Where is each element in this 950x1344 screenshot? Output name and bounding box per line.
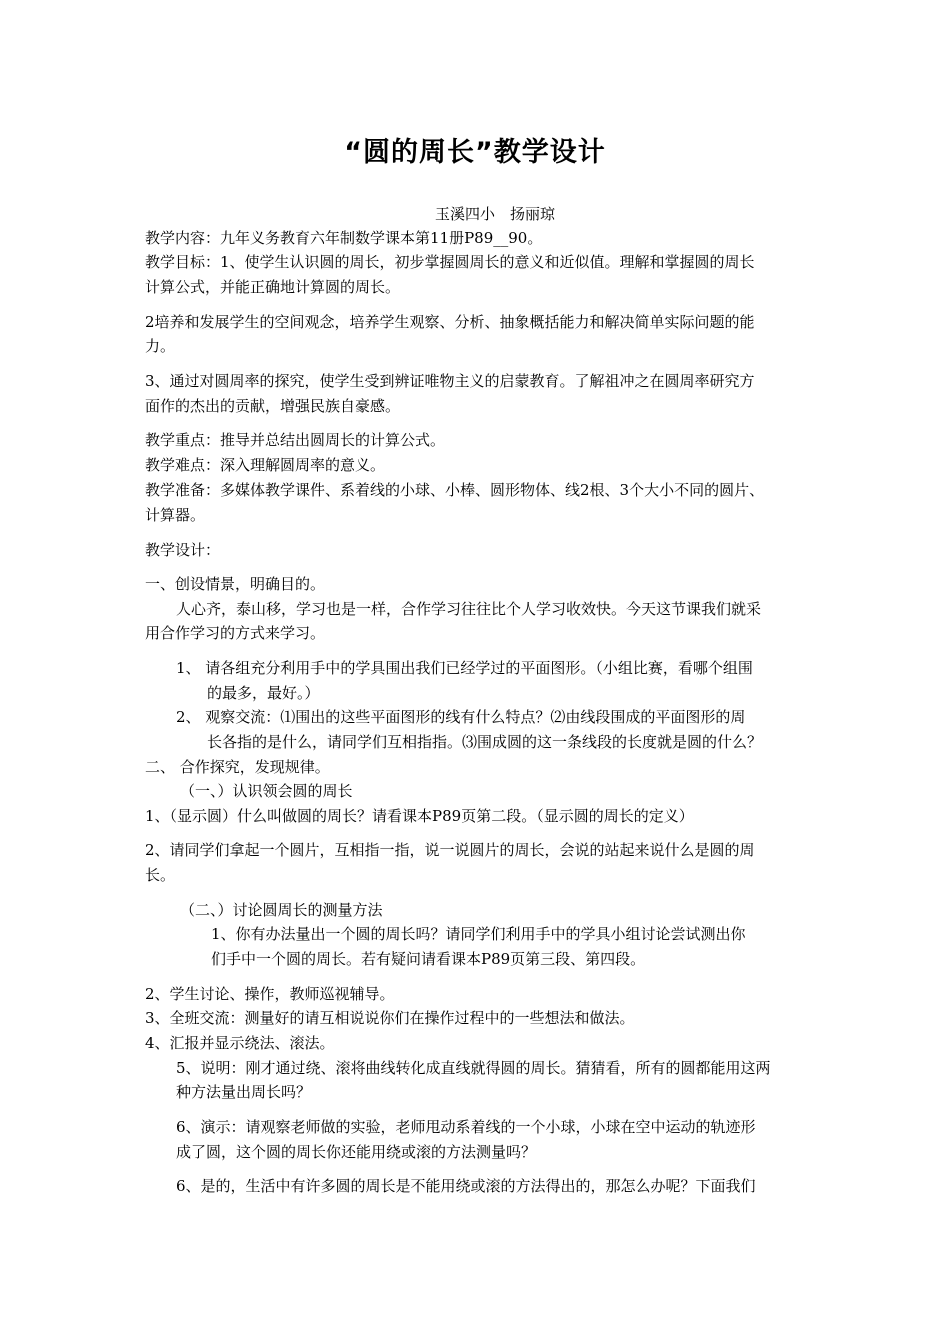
document-author: 玉溪四小 扬丽琼 [434,205,555,223]
text-line: 6、是的，生活中有许多圆的周长是不能用绕或滚的方法得出的，那怎么办呢？下面我们 [176,1177,756,1195]
text-line: 长各指的是什么，请同学们互相指指。⑶围成圆的这一条线段的长度就是圆的什么？ [207,733,763,751]
text-line: 面作的杰出的贡献，增强民族自豪感。 [145,397,401,415]
text-line: （一、）认识领会圆的周长 [180,782,353,800]
text-line: 2、学生讨论、操作，教师巡视辅导。 [145,985,395,1003]
text-line: 教学目标：1、使学生认识圆的周长，初步掌握圆周长的意义和近似值。理解和掌握圆的周长 [145,253,755,271]
text-line: 2、 观察交流：⑴围出的这些平面图形的线有什么特点？⑵由线段围成的平面图形的周 [176,708,746,726]
text-line: 长。 [145,866,176,884]
text-line: 计算公式，并能正确地计算圆的周长。 [145,278,401,296]
text-line: 力。 [145,337,176,355]
text-line: 一、创设情景，明确目的。 [145,575,326,593]
text-line: （二、）讨论圆周长的测量方法 [180,901,383,919]
text-line: 教学准备：多媒体教学课件、系着线的小球、小棒、圆形物体、线2根、3个大小不同的圆片、 [145,481,765,499]
text-line: 3、全班交流：测量好的请互相说说你们在操作过程中的一些想法和做法。 [145,1009,635,1027]
text-line: 教学难点：深入理解圆周率的意义。 [145,456,386,474]
text-line: 6、演示：请观察老师做的实验，老师甩动系着线的一个小球，小球在空中运动的轨迹形 [176,1118,756,1136]
text-line: 二、 合作探究，发现规律。 [145,758,330,776]
text-line: 教学重点：推导并总结出圆周长的计算公式。 [145,431,446,449]
text-line: 教学内容：九年义务教育六年制数学课本第11册P89__90。 [145,229,543,247]
document-title: “圆的周长”教学设计 [344,137,606,168]
text-line: 用合作学习的方式来学习。 [145,624,326,642]
text-line: 2培养和发展学生的空间观念，培养学生观察、分析、抽象概括能力和解决简单实际问题的能 [145,313,755,331]
text-line: 4、汇报并显示绕法、滚法。 [145,1034,335,1052]
text-line: 1、 请各组充分利用手中的学具围出我们已经学过的平面图形。（小组比赛，看哪个组围 [176,659,753,677]
text-line: 教学设计： [145,541,221,559]
text-line: 5、说明：刚才通过绕、滚将曲线转化成直线就得圆的周长。猜猜看，所有的圆都能用这两 [176,1059,771,1077]
text-line: 成了圆，这个圆的周长你还能用绕或滚的方法测量吗？ [176,1143,537,1161]
text-line: 人心齐，泰山移，学习也是一样，合作学习往往比个人学习收效快。今天这节课我们就采 [176,600,762,618]
text-line: 们手中一个圆的周长。若有疑问请看课本P89页第三段、第四段。 [211,950,646,968]
text-line: 2、请同学们拿起一个圆片，互相指一指，说一说圆片的周长，会说的站起来说什么是圆的周 [145,841,755,859]
text-line: 计算器。 [145,506,206,524]
text-line: 3、通过对圆周率的探究，使学生受到辨证唯物主义的启蒙教育。了解祖冲之在圆周率研究方 [145,372,755,390]
text-line: 的最多，最好。） [207,684,320,702]
text-line: 种方法量出周长吗？ [176,1083,312,1101]
text-line: 1、（显示圆）什么叫做圆的周长？请看课本P89页第二段。（显示圆的周长的定义） [145,807,694,825]
text-line: 1、你有办法量出一个圆的周长吗？请同学们利用手中的学具小组讨论尝试测出你 [211,925,746,943]
